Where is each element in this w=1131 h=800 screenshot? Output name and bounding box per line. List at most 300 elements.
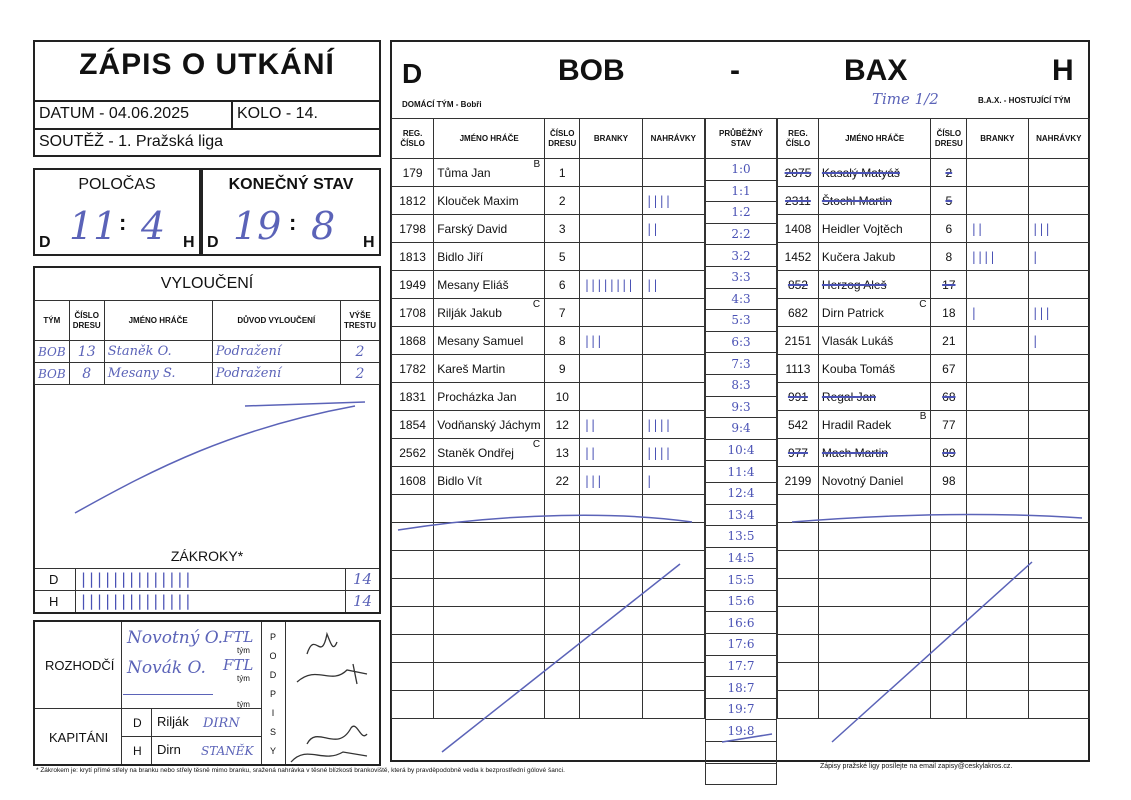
running-score-row [706, 202, 777, 224]
assists-tally [1028, 411, 1089, 439]
referee2-team: FTL [223, 656, 254, 674]
player-name-text: Kouba Tomáš [821, 361, 896, 376]
reg-number: 1813 [392, 243, 434, 271]
empty-row [706, 763, 777, 785]
reg-number: 991 [778, 383, 819, 411]
assists-tally: || [642, 215, 704, 243]
team-caption: tým [237, 646, 250, 655]
exclusion-row [35, 363, 380, 385]
reg-number: 852 [778, 271, 819, 299]
player-name-text: Kučera Jakub [821, 249, 896, 264]
jersey-number: 98 [931, 467, 967, 495]
referee1-team: FTL [223, 628, 254, 646]
jersey-number: 5 [931, 187, 967, 215]
competition-label: SOUTĚŽ - 1. Pražská liga [39, 133, 224, 150]
assists-tally: |||| [642, 187, 704, 215]
running-score: 15:6 [706, 590, 777, 612]
running-score-row [706, 374, 777, 396]
running-score-row [706, 180, 777, 202]
running-score: 1:0 [706, 159, 777, 181]
goals-tally [967, 355, 1028, 383]
running-score: 2:2 [706, 223, 777, 245]
player-name-text: Tůma Jan [437, 165, 491, 180]
col-assists: NAHRÁVKY [1028, 119, 1089, 159]
player-name [818, 243, 931, 271]
jersey-number: 67 [931, 355, 967, 383]
round-label: KOLO - 14. [237, 105, 318, 122]
reg-number: 1868 [392, 327, 434, 355]
assists-tally: || [642, 271, 704, 299]
goals-tally [967, 159, 1028, 187]
sig-letter: Y [269, 746, 276, 756]
away-team-sub: B.A.X. - HOSTUJÍCÍ TÝM [978, 96, 1071, 105]
running-score-row [706, 288, 777, 310]
home-player-row [392, 215, 705, 243]
reg-number: 542 [778, 411, 819, 439]
sig-letter: I [271, 708, 275, 718]
running-score-row [706, 310, 777, 332]
referee1-name: Novotný O. [127, 628, 224, 648]
role-mark: C [532, 439, 541, 450]
halftime-h-letter: H [183, 234, 195, 251]
home-team-name: BOB [558, 54, 625, 87]
team-caption: tým [237, 700, 250, 709]
exclusion-penalty: 2 [340, 341, 379, 363]
goals-tally [967, 187, 1028, 215]
sig-letter: P [269, 632, 276, 642]
divider [121, 736, 261, 737]
signatures-drawing [287, 624, 379, 764]
halftime-away-score: 4 [141, 204, 166, 248]
player-name-text: Vodňanský Jáchym [437, 417, 541, 432]
running-score: 16:6 [706, 612, 777, 634]
reg-number: 1708 [392, 299, 434, 327]
running-score: 19:7 [706, 698, 777, 720]
divider [35, 128, 379, 130]
running-score: 4:3 [706, 288, 777, 310]
signatures-column [263, 628, 283, 761]
player-name [818, 271, 931, 299]
player-name [818, 159, 931, 187]
jersey-number: 6 [931, 215, 967, 243]
date-label: DATUM - 04.06.2025 [39, 105, 189, 122]
running-score-row [706, 159, 777, 181]
title-box [33, 40, 381, 157]
player-name [434, 215, 545, 243]
reg-number: 2311 [778, 187, 819, 215]
reg-number: 179 [392, 159, 434, 187]
home-player-row [392, 355, 705, 383]
running-score: 9:3 [706, 396, 777, 418]
goals-tally [580, 299, 642, 327]
player-name [434, 159, 545, 187]
final-box [201, 168, 381, 256]
player-name-text: Kareš Martin [437, 361, 506, 376]
running-score-row [706, 223, 777, 245]
away-player-row [778, 355, 1090, 383]
referees-label: ROZHODČÍ [45, 658, 115, 673]
player-name [818, 411, 931, 439]
exclusion-reason: Podražení [212, 363, 340, 385]
exclusion-name: Mesany S. [104, 363, 212, 385]
assists-tally: | [642, 467, 704, 495]
player-name-text: Bidlo Vít [437, 473, 482, 488]
exclusions-table [34, 300, 380, 385]
running-score-row [706, 245, 777, 267]
player-name [434, 327, 545, 355]
jersey-number: 21 [931, 327, 967, 355]
player-name-text: Heidler Vojtěch [821, 221, 903, 236]
sig-letter: O [269, 651, 277, 661]
player-name-text: Mesany Eliáš [437, 277, 509, 292]
assists-tally [642, 327, 704, 355]
reg-number: 2075 [778, 159, 819, 187]
saves-h-tally: |||||||||||||| [79, 592, 192, 610]
assists-tally [642, 383, 704, 411]
player-name [818, 187, 931, 215]
player-name-text: Farský David [437, 221, 508, 236]
col-number: ČÍSLO DRESU [545, 119, 580, 159]
running-score: 17:6 [706, 634, 777, 656]
reg-number: 977 [778, 439, 819, 467]
player-name [818, 383, 931, 411]
away-player-row [778, 411, 1090, 439]
divider [35, 708, 261, 709]
goals-tally [580, 215, 642, 243]
player-name [818, 355, 931, 383]
referee2-name: Novák O. [127, 658, 206, 678]
saves-title: ZÁKROKY* [170, 548, 244, 564]
assists-tally [1028, 271, 1089, 299]
captain-d-name: Rilják [157, 714, 189, 729]
player-name-text: Staněk Ondřej [437, 445, 514, 460]
assists-tally [1028, 159, 1089, 187]
final-h-letter: H [363, 234, 375, 251]
goals-tally [580, 243, 642, 271]
reg-number: 2562 [392, 439, 434, 467]
jersey-number: 1 [545, 159, 580, 187]
divider [345, 568, 346, 612]
saves-h-label: H [49, 594, 59, 609]
timeout-note: Time 1/2 [872, 90, 939, 108]
col-penalty: VÝŠE TRESTU [340, 301, 379, 341]
away-player-row [778, 439, 1090, 467]
jersey-number: 6 [545, 271, 580, 299]
goals-tally: |||||||| [580, 271, 642, 299]
player-name [434, 299, 545, 327]
goals-tally [967, 271, 1028, 299]
jersey-number: 18 [931, 299, 967, 327]
col-number: ČÍSLO DRESU [69, 301, 104, 341]
home-player-row [392, 411, 705, 439]
table-cancel-strokes [392, 472, 1088, 762]
jersey-number: 7 [545, 299, 580, 327]
player-name [434, 411, 545, 439]
col-name: JMÉNO HRÁČE [104, 301, 212, 341]
role-mark: B [919, 411, 927, 422]
player-name-text: Mesany Samuel [437, 333, 524, 348]
goals-tally [967, 327, 1028, 355]
sig-letter: P [269, 689, 276, 699]
reg-number: 1854 [392, 411, 434, 439]
exclusion-number: 13 [69, 341, 104, 363]
assists-tally [1028, 187, 1089, 215]
assists-tally [642, 355, 704, 383]
away-player-row [778, 327, 1090, 355]
reg-number: 1608 [392, 467, 434, 495]
player-name-text: Klouček Maxim [437, 193, 519, 208]
player-name-text: Dirn Patrick [821, 305, 884, 320]
reg-number: 1408 [778, 215, 819, 243]
saves-d-total: 14 [353, 570, 373, 588]
divider [261, 622, 262, 764]
running-score: 11:4 [706, 461, 777, 483]
captain-h-hand: STANĚK [201, 744, 254, 758]
running-score: 7:3 [706, 353, 777, 375]
divider [35, 590, 379, 591]
saves-h-total: 14 [353, 592, 373, 610]
running-score: 13:5 [706, 526, 777, 548]
jersey-number: 2 [545, 187, 580, 215]
saves-d-label: D [49, 572, 59, 587]
exclusion-team: BOB [35, 341, 70, 363]
sig-letter: S [269, 727, 276, 737]
dash: - [730, 54, 740, 87]
player-name-text: Vlasák Lukáš [821, 333, 894, 348]
running-score: 14:5 [706, 547, 777, 569]
player-name [818, 215, 931, 243]
player-name [818, 299, 931, 327]
running-score: 18:7 [706, 677, 777, 699]
goals-tally: ||| [580, 467, 642, 495]
goals-tally: ||| [580, 327, 642, 355]
reg-number: 682 [778, 299, 819, 327]
divider [75, 568, 76, 612]
home-team-sub: DOMÁCÍ TÝM - Bobři [402, 100, 482, 109]
player-name-text: Novotný Daniel [821, 473, 904, 488]
exclusion-penalty: 2 [340, 363, 379, 385]
saves-d-tally: |||||||||||||| [79, 570, 192, 588]
captains-label: KAPITÁNI [49, 730, 109, 745]
jersey-number: 13 [545, 439, 580, 467]
assists-tally: ||| [1028, 215, 1089, 243]
exclusion-number: 8 [69, 363, 104, 385]
jersey-number: 68 [931, 383, 967, 411]
halftime-d-letter: D [39, 234, 51, 251]
goals-tally: | [967, 299, 1028, 327]
away-player-row [778, 215, 1090, 243]
halftime-title: POLOČAS [78, 176, 156, 193]
footer-email-note: Zápisy pražské ligy posílejte na email zapisy@ceskylakros.cz. [820, 763, 1013, 770]
jersey-number: 10 [545, 383, 580, 411]
running-score: 19:8 [706, 720, 777, 742]
exclusion-row [35, 341, 380, 363]
goals-tally: || [580, 439, 642, 467]
assists-tally: |||| [642, 411, 704, 439]
final-home-score: 19 [233, 204, 282, 248]
player-name [818, 439, 931, 467]
jersey-number: 9 [545, 355, 580, 383]
divider [35, 568, 379, 569]
running-score: 5:3 [706, 310, 777, 332]
divider [35, 100, 379, 102]
col-name: JMÉNO HRÁČE [818, 119, 931, 159]
running-score: 15:5 [706, 569, 777, 591]
assists-tally [642, 159, 704, 187]
assists-tally [1028, 383, 1089, 411]
halftime-colon: : [119, 210, 127, 235]
reg-number: 1831 [392, 383, 434, 411]
jersey-number: 8 [545, 327, 580, 355]
halftime-home-score: 11 [69, 204, 118, 248]
assists-tally [1028, 355, 1089, 383]
player-name [434, 243, 545, 271]
running-score: 10:4 [706, 439, 777, 461]
player-name-text: Rilják Jakub [437, 305, 502, 320]
running-score: 1:1 [706, 180, 777, 202]
divider [151, 708, 152, 764]
away-player-row [778, 299, 1090, 327]
running-score: 3:2 [706, 245, 777, 267]
away-player-row [778, 243, 1090, 271]
goals-tally: || [580, 411, 642, 439]
strike-line [123, 694, 213, 695]
goals-tally [967, 383, 1028, 411]
running-score: 9:4 [706, 418, 777, 440]
team-caption: tým [237, 674, 250, 683]
jersey-number: 12 [545, 411, 580, 439]
goals-tally [967, 439, 1028, 467]
col-reason: DŮVOD VYLOUČENÍ [212, 301, 340, 341]
home-player-row [392, 327, 705, 355]
col-name: JMÉNO HRÁČE [434, 119, 545, 159]
running-score-row [706, 396, 777, 418]
home-letter: D [402, 58, 423, 89]
col-goals: BRANKY [580, 119, 642, 159]
captain-d-hand: DIRN [203, 716, 240, 731]
player-name [434, 355, 545, 383]
player-name [434, 271, 545, 299]
exclusion-team: BOB [35, 363, 70, 385]
jersey-number: 22 [545, 467, 580, 495]
away-letter: H [1052, 54, 1074, 87]
assists-tally: ||| [1028, 299, 1089, 327]
assists-tally [642, 243, 704, 271]
home-player-row [392, 159, 705, 187]
player-name-text: Kasalý Matyáš [821, 165, 900, 180]
running-score: 6:3 [706, 331, 777, 353]
running-score: 1:2 [706, 202, 777, 224]
home-player-row [392, 383, 705, 411]
running-score: 17:7 [706, 655, 777, 677]
home-player-row [392, 243, 705, 271]
role-mark: C [919, 299, 927, 310]
match-sheet [390, 40, 1090, 762]
reg-number: 2151 [778, 327, 819, 355]
reg-number: 1113 [778, 355, 819, 383]
jersey-number: 89 [931, 439, 967, 467]
running-score: 3:3 [706, 266, 777, 288]
form-title: ZÁPIS O UTKÁNÍ [79, 48, 335, 81]
empty-cell [706, 763, 777, 785]
player-name-text: Procházka Jan [437, 389, 517, 404]
reg-number: 1949 [392, 271, 434, 299]
reg-number: 1798 [392, 215, 434, 243]
assists-tally [642, 299, 704, 327]
home-player-row [392, 299, 705, 327]
exclusion-reason: Podražení [212, 341, 340, 363]
running-score: 12:4 [706, 482, 777, 504]
home-player-row [392, 187, 705, 215]
player-name [434, 439, 545, 467]
reg-number: 2199 [778, 467, 819, 495]
goals-tally [967, 411, 1028, 439]
home-player-row [392, 439, 705, 467]
footnote: * Zákrokem je: krytí přímé střely na branku nebo střely těsně mimo branku, sražená nahrávka v těsné blízkosti brankoviště, která by pravděpodobně vedla k bezprostřední gólové šanci. [36, 767, 565, 774]
running-score: 13:4 [706, 504, 777, 526]
col-assists: NAHRÁVKY [642, 119, 704, 159]
running-score-row [706, 439, 777, 461]
away-player-row [778, 383, 1090, 411]
away-player-row [778, 159, 1090, 187]
jersey-number: 5 [545, 243, 580, 271]
col-team: TÝM [35, 301, 70, 341]
goals-tally [580, 355, 642, 383]
home-player-row [392, 271, 705, 299]
jersey-number: 8 [931, 243, 967, 271]
role-mark: C [532, 299, 541, 310]
goals-tally: |||| [967, 243, 1028, 271]
away-team-name: BAX [844, 54, 908, 87]
goals-tally [580, 383, 642, 411]
sig-letter: D [269, 670, 277, 680]
captain-d-label: D [133, 716, 142, 730]
assists-tally: |||| [642, 439, 704, 467]
col-reg: REG. ČÍSLO [778, 119, 819, 159]
player-name-text: Bidlo Jiří [437, 249, 484, 264]
exclusions-title: VYLOUČENÍ [160, 275, 254, 292]
divider [121, 622, 122, 764]
exclusion-name: Staněk O. [104, 341, 212, 363]
player-name [818, 327, 931, 355]
jersey-number: 3 [545, 215, 580, 243]
final-away-score: 8 [311, 204, 336, 248]
away-player-row [778, 187, 1090, 215]
running-score: 8:3 [706, 374, 777, 396]
assists-tally: | [1028, 327, 1089, 355]
assists-tally: | [1028, 243, 1089, 271]
jersey-number: 2 [931, 159, 967, 187]
player-name-text: Herzog Aleš [821, 277, 887, 292]
divider [231, 100, 233, 128]
final-title: KONEČNÝ STAV [228, 176, 354, 193]
player-name [434, 187, 545, 215]
player-name-text: Hradil Radek [821, 417, 892, 432]
divider [285, 622, 286, 764]
col-number: ČÍSLO DRESU [931, 119, 967, 159]
reg-number: 1452 [778, 243, 819, 271]
jersey-number: 17 [931, 271, 967, 299]
reg-number: 1782 [392, 355, 434, 383]
away-player-row [778, 271, 1090, 299]
player-name [434, 383, 545, 411]
col-goals: BRANKY [967, 119, 1028, 159]
goals-tally: || [967, 215, 1028, 243]
captain-h-label: H [133, 744, 142, 758]
exclusions-box [33, 266, 381, 614]
goals-tally [580, 159, 642, 187]
player-name-text: Regal Jan [821, 389, 876, 404]
